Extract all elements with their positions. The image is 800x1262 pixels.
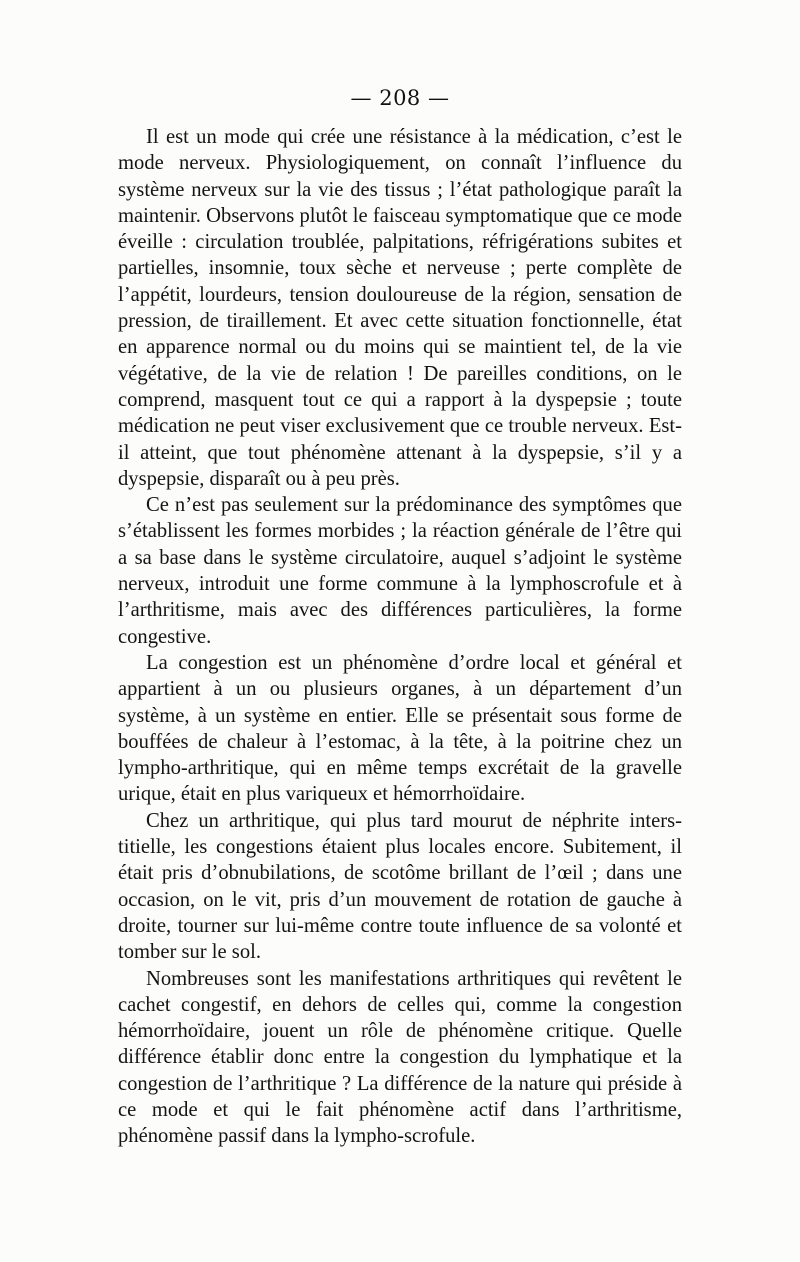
paragraph: Chez un arthritique, qui plus tard mourut de néphrite interstitielle, les congestions étaient plus locales encore. Subitement, il était pris d’obnubilations, de scotôme brillant de l’œil ; dans une occasion, on le vit, pris d’un mouvement de rotation de gauche à droite, tourner sur lui-même contre toute influence de sa volonté et tomber sur le sol. <box>118 809 682 964</box>
paragraph: Ce n’est pas seulement sur la prédominance des symptômes que s’établissent les formes morbides ; la réaction générale de l’être qui a sa base dans le système circulatoire, auquel s’adjoint le système nerveux, introduit une forme commune à la lymphoscrofule et à l’arthritisme, mais avec des différences particulières, la forme congestive. <box>118 494 682 648</box>
paragraph: La congestion est un phénomène d’ordre local et général et appartient à un ou plusieurs organes, à un département d’un système, à un système en entier. Elle se présentait sous forme de bouffées de chaleur à l’estomac, à la tête, à la poitrine chez un lympho-arthritique, qui en même temps excrétait de la gravelle urique, était en plus variqueux et hémorrhoïdaire. <box>118 651 682 806</box>
paragraph: Il est un mode qui crée une résistance à la médication, c’est le mode nerveux. Physiologiquement, on connaît l’influence du système nerveux sur la vie des tissus ; l’état pathologique paraît la maintenir. Observons plutôt le faisceau symptomatique que ce mode éveille : circulation troublée, palpitations, réfrigérations subites et partielles, insomnie, toux sèche et nerveuse ; perte complète de l’appétit, lourdeurs, tension douloureuse de la région, sensation de pression, de tiraillement. Et avec cette situation fonctionnelle, état en apparence normal ou du moins qui se maintient tel, de la vie végétative, de la vie de relation ! De pareilles conditions, on le comprend, masquent tout ce qui a rapport à la dyspepsie ; toute médication ne peut viser exclusivement que ce trouble nerveux. Est-il atteint, que tout phénomène attenant à la dyspepsie, s’il y a dyspepsie, disparaît ou à peu près. <box>118 126 682 490</box>
page-number: — 208 — <box>350 86 450 110</box>
paragraph: Nombreuses sont les manifestations arthritiques qui revêtent le cachet congestif, en dehors de celles qui, comme la congestion hémorrhoïdaire, jouent un rôle de phénomène critique. Quelle différence établir donc entre la congestion du lymphatique et la congestion de l’arthritique ? La différence de la nature qui préside à ce mode et qui le fait phénomène actif dans l’arthritisme, phénomène passif dans la lympho-scrofule. <box>118 967 682 1148</box>
body-text <box>118 124 682 1150</box>
